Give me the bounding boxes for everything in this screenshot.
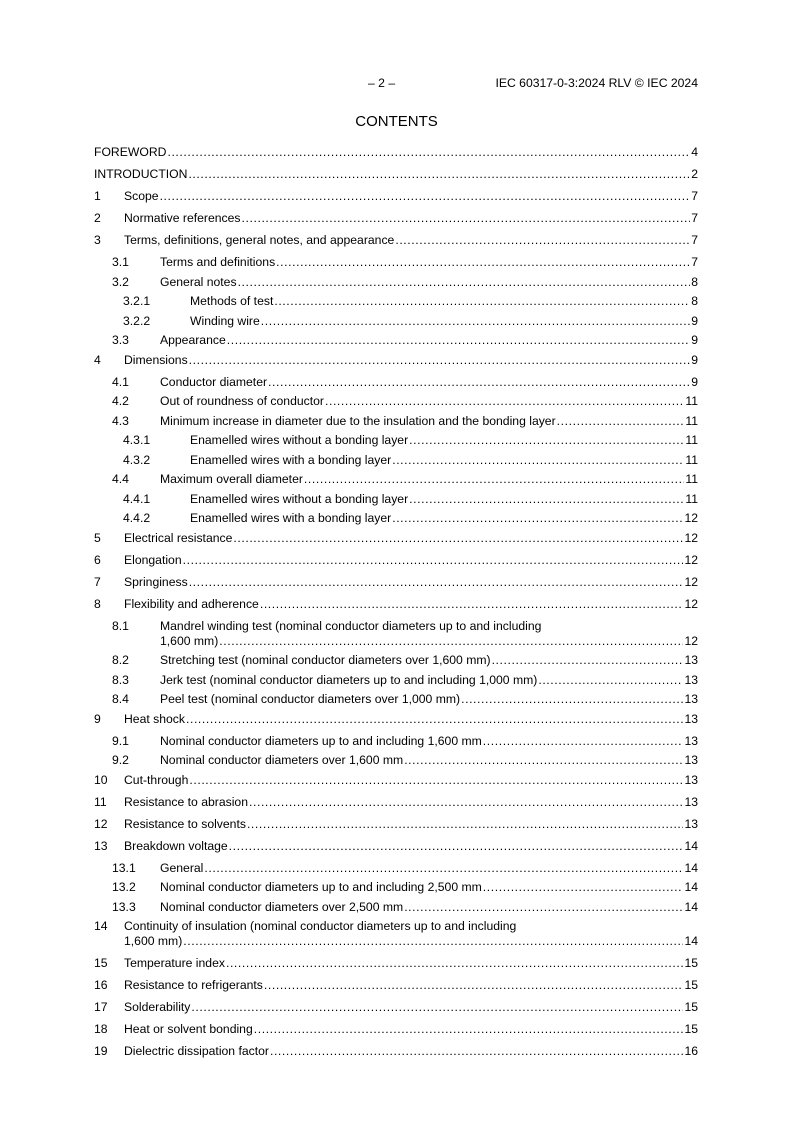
- dot-leader: [395, 233, 690, 248]
- toc-entry-page: 15: [684, 1000, 698, 1014]
- toc-entry-title: Solderability: [124, 1000, 191, 1014]
- toc-entry-page: 8: [691, 294, 698, 308]
- toc-entry-title: Resistance to refrigerants: [124, 978, 263, 992]
- toc-entry[interactable]: [94, 189, 698, 204]
- toc-entry-page: 13: [684, 772, 698, 787]
- toc-entry[interactable]: [94, 861, 698, 876]
- toc-entry-number: 3.1: [112, 255, 129, 269]
- dot-leader: [233, 531, 683, 546]
- toc-entry-page: 12: [684, 530, 698, 545]
- toc-entry-title: Continuity of insulation (nominal conductor diameters up to and including: [124, 919, 517, 933]
- toc-entry-number: 3.2.1: [123, 294, 151, 308]
- toc-entry[interactable]: [94, 839, 698, 854]
- dot-leader: [274, 294, 690, 309]
- toc-entry-page: 7: [691, 189, 698, 203]
- toc-entry-number: 8.4: [112, 692, 129, 706]
- toc-entry[interactable]: [94, 553, 698, 568]
- toc-entry-number: 13: [94, 838, 108, 853]
- dot-leader: [191, 1000, 683, 1015]
- toc-entry-title: Heat or solvent bonding: [124, 1022, 253, 1036]
- toc-entry-number: 14: [94, 919, 108, 933]
- dot-leader: [249, 795, 683, 810]
- dot-leader: [276, 255, 690, 270]
- toc-entry-number: 18: [94, 1022, 108, 1036]
- toc-entry[interactable]: [94, 734, 698, 749]
- toc-entry-number: 11: [94, 794, 107, 809]
- toc-entry-number: 5: [94, 530, 101, 545]
- toc-entry-title: Resistance to abrasion: [124, 794, 248, 809]
- toc-entry-page: 13: [684, 816, 698, 831]
- toc-entry[interactable]: [94, 511, 698, 526]
- toc-entry-title: Terms, definitions, general notes, and appearance: [124, 233, 395, 247]
- toc-entry-number: 4.4.2: [123, 511, 151, 525]
- toc-entry-page: 12: [684, 511, 698, 525]
- toc-entry-title: Nominal conductor diameters over 2,500 mm: [160, 899, 404, 914]
- toc-entry-number: 1: [94, 189, 101, 203]
- dot-leader: [461, 692, 683, 707]
- toc-entry[interactable]: [94, 145, 698, 160]
- toc-entry-number: 8.3: [112, 672, 129, 687]
- toc-entry-page: 11: [685, 413, 698, 428]
- toc-entry[interactable]: [94, 1044, 698, 1059]
- toc-entry-number: 3.2.2: [123, 313, 151, 328]
- toc-entry-title: Temperature index: [124, 956, 225, 970]
- toc-entry-number: 9.1: [112, 733, 129, 748]
- toc-entry-title: Enamelled wires with a bonding layer: [190, 511, 392, 525]
- toc-entry-title: Minimum increase in diameter due to the insulation and the bonding layer: [160, 413, 556, 428]
- toc-entry[interactable]: [94, 712, 698, 727]
- toc-entry-page: 12: [684, 552, 698, 567]
- toc-entry-page: 2: [691, 167, 698, 181]
- toc-entry-number: 9: [94, 711, 101, 726]
- toc-entry[interactable]: [94, 211, 698, 226]
- dot-leader: [268, 375, 690, 390]
- toc-entry-title: Normative references: [124, 211, 241, 225]
- toc-entry-title: Scope: [124, 189, 159, 203]
- toc-entry-title: Enamelled wires without a bonding layer: [190, 491, 409, 506]
- toc-entry-title: Stretching test (nominal conductor diameters over 1,600 mm): [160, 653, 491, 667]
- toc-entry-number: 9.2: [112, 753, 129, 767]
- toc-entry-page: 15: [684, 956, 698, 970]
- dot-leader: [483, 734, 684, 749]
- dot-leader: [247, 817, 684, 832]
- dot-leader: [189, 773, 683, 788]
- dot-leader: [404, 900, 683, 915]
- dot-leader: [183, 553, 684, 568]
- toc-entry-number: 3.2: [112, 274, 129, 289]
- toc-entry-page: 11: [685, 491, 698, 506]
- toc-entry-title: Breakdown voltage: [124, 838, 228, 853]
- dot-leader: [183, 934, 683, 949]
- toc-entry[interactable]: [94, 433, 698, 448]
- toc-entry-number: 3: [94, 233, 101, 247]
- dot-leader: [219, 634, 683, 649]
- dot-leader: [538, 673, 683, 688]
- toc-entry-number: 7: [94, 574, 101, 589]
- toc-entry-number: 4.3.1: [123, 433, 151, 447]
- toc-entry-number: 4: [94, 352, 101, 367]
- toc-entry[interactable]: [94, 795, 698, 810]
- dot-leader: [229, 839, 684, 854]
- toc-entry-page: 11: [685, 433, 698, 447]
- dot-leader: [261, 314, 690, 329]
- toc-entry[interactable]: [94, 1000, 698, 1015]
- toc-entry-title: Dimensions: [124, 352, 188, 367]
- toc-entry-title: INTRODUCTION: [94, 167, 188, 181]
- toc-entry[interactable]: [94, 492, 698, 507]
- toc-entry[interactable]: [94, 900, 698, 915]
- toc-entry-title: Nominal conductor diameters up to and including 1,600 mm: [160, 733, 482, 748]
- toc-entry[interactable]: [94, 531, 698, 546]
- dot-leader: [186, 712, 683, 727]
- toc-entry-title: Elongation: [124, 552, 182, 567]
- toc-entry-number: 13.1: [112, 860, 136, 875]
- toc-entry-number: 8.1: [112, 618, 129, 633]
- contents-title: CONTENTS: [355, 113, 438, 130]
- dot-leader: [483, 880, 684, 895]
- toc-entry-page: 15: [684, 978, 698, 992]
- toc-entry-page: 4: [691, 145, 698, 159]
- dot-leader: [325, 394, 684, 409]
- toc-entry-page: 12: [684, 633, 698, 648]
- toc-entry-number: 8: [94, 596, 101, 611]
- toc-entry-page: 12: [684, 574, 698, 589]
- dot-leader: [492, 653, 684, 668]
- dot-leader: [189, 353, 691, 368]
- toc-entry[interactable]: [94, 233, 698, 248]
- dot-leader: [204, 861, 683, 876]
- toc-entry-title: Conductor diameter: [160, 374, 268, 389]
- toc-entry-page: 11: [685, 394, 698, 408]
- page-number: – 2 –: [368, 76, 396, 90]
- toc-entry-title: Terms and definitions: [160, 255, 276, 269]
- toc-entry-number: 4.3.2: [123, 452, 151, 467]
- toc-entry-page: 13: [684, 753, 698, 767]
- dot-leader: [392, 511, 683, 526]
- toc-entry-page: 7: [691, 211, 698, 225]
- toc-entry[interactable]: [94, 453, 698, 468]
- dot-leader: [226, 956, 683, 971]
- dot-leader: [242, 211, 691, 226]
- toc-entry-title: Peel test (nominal conductor diameters over 1,000 mm): [160, 692, 461, 706]
- toc-entry-title: General: [160, 860, 204, 875]
- toc-entry-title: Cut-through: [124, 772, 189, 787]
- toc-entry-page: 16: [684, 1044, 698, 1058]
- dot-leader: [167, 145, 690, 160]
- toc-entry-page: 13: [684, 653, 698, 667]
- toc-entry[interactable]: [94, 255, 698, 270]
- dot-leader: [557, 414, 685, 429]
- toc-entry-title: Nominal conductor diameters up to and including 2,500 mm: [160, 880, 482, 894]
- toc-entry-number: 6: [94, 552, 101, 567]
- standard-reference: IEC 60317-0-3:2024 RLV © IEC 2024: [495, 76, 698, 90]
- toc-entry-page: 13: [684, 711, 698, 726]
- toc-entry-title: Enamelled wires with a bonding layer: [190, 452, 392, 467]
- toc-entry[interactable]: [94, 414, 698, 429]
- toc-entry-page: 14: [684, 880, 698, 894]
- toc-entry[interactable]: [94, 314, 698, 329]
- toc-entry-number: 19: [94, 1044, 108, 1058]
- toc-entry-page: 7: [691, 233, 698, 247]
- toc-entry-page: 9: [691, 333, 698, 347]
- toc-entry[interactable]: [94, 394, 698, 409]
- toc-entry-title: Appearance: [160, 333, 226, 347]
- toc-entry-page: 14: [684, 934, 698, 948]
- toc-entry-number: 4.4: [112, 472, 129, 486]
- toc-entry-title: Springiness: [124, 574, 188, 589]
- toc-entry-number: 4.1: [112, 374, 129, 389]
- dot-leader: [270, 1044, 683, 1059]
- toc-entry-page: 14: [684, 860, 698, 875]
- toc-entry[interactable]: [94, 472, 698, 487]
- toc-entry[interactable]: [94, 919, 698, 949]
- toc-entry-page: 13: [684, 794, 698, 809]
- toc-entry-number: 4.4.1: [123, 491, 151, 506]
- toc-entry[interactable]: [94, 956, 698, 971]
- toc-entry-title: Electrical resistance: [124, 530, 233, 545]
- toc-entry[interactable]: [94, 575, 698, 590]
- toc-entry-title: Dielectric dissipation factor: [124, 1044, 269, 1058]
- toc-entry-number: 8.2: [112, 653, 129, 667]
- toc-entry[interactable]: [94, 753, 698, 768]
- toc-entry[interactable]: [94, 653, 698, 668]
- dot-leader: [304, 472, 684, 487]
- toc-entry[interactable]: [94, 167, 698, 182]
- toc-entry-title: Winding wire: [190, 313, 260, 328]
- dot-leader: [409, 492, 684, 507]
- toc-entry-number: 16: [94, 978, 108, 992]
- toc-entry[interactable]: [94, 673, 698, 688]
- toc-entry[interactable]: [94, 333, 698, 348]
- toc-entry-number: 4.3: [112, 413, 129, 428]
- toc-entry-page: 13: [684, 692, 698, 706]
- dot-leader: [404, 753, 683, 768]
- toc-entry-title: Flexibility and adherence: [124, 596, 259, 611]
- toc-entry-page: 11: [685, 472, 698, 486]
- toc-entry-title: General notes: [160, 274, 237, 289]
- dot-leader: [160, 189, 691, 204]
- dot-leader: [409, 433, 684, 448]
- toc-entry-number: 17: [94, 1000, 108, 1014]
- toc-entry-title: Heat shock: [124, 711, 185, 726]
- toc-entry[interactable]: [94, 692, 698, 707]
- toc-entry-number: 12: [94, 816, 108, 831]
- toc-entry[interactable]: [94, 1022, 698, 1037]
- toc-entry-page: 7: [691, 255, 698, 269]
- dot-leader: [264, 978, 684, 993]
- toc-entry-page: 9: [691, 313, 698, 328]
- toc-entry[interactable]: [94, 294, 698, 309]
- dot-leader: [238, 275, 691, 290]
- toc-entry[interactable]: [94, 880, 698, 895]
- toc-entry-title: Out of roundness of conductor: [160, 394, 324, 408]
- toc-entry[interactable]: [94, 375, 698, 390]
- toc-entry-title-continuation: 1,600 mm): [160, 633, 219, 648]
- dot-leader: [254, 1022, 684, 1037]
- toc-entry-title: Enamelled wires without a bonding layer: [190, 433, 409, 447]
- toc-entry[interactable]: [94, 597, 698, 612]
- toc-entry-number: 13.3: [112, 899, 136, 914]
- toc-entry-number: 15: [94, 956, 108, 970]
- dot-leader: [392, 453, 684, 468]
- toc-entry-page: 13: [684, 733, 698, 748]
- toc-entry-title: FOREWORD: [94, 145, 167, 159]
- toc-entry-title: Mandrel winding test (nominal conductor diameters up to and including: [160, 618, 542, 633]
- toc-entry-title: Resistance to solvents: [124, 816, 246, 831]
- toc-entry-title-continuation: 1,600 mm): [124, 934, 183, 948]
- toc-entry-number: 4.2: [112, 394, 129, 408]
- toc-entry-title: Methods of test: [190, 294, 274, 308]
- toc-entry[interactable]: [94, 353, 698, 368]
- dot-leader: [188, 167, 690, 182]
- toc-entry-page: 9: [691, 352, 698, 367]
- toc-entry-page: 13: [684, 672, 698, 687]
- toc-entry-page: 15: [684, 1022, 698, 1036]
- toc-entry-page: 8: [691, 274, 698, 289]
- toc-entry-page: 14: [684, 899, 698, 914]
- toc-entry-title: Nominal conductor diameters over 1,600 mm: [160, 753, 404, 767]
- toc-entry-number: 3.3: [112, 333, 129, 347]
- dot-leader: [189, 575, 684, 590]
- toc-entry[interactable]: [94, 773, 698, 788]
- dot-leader: [260, 597, 684, 612]
- toc-entry[interactable]: [94, 817, 698, 832]
- toc-entry-number: 2: [94, 211, 101, 225]
- toc-entry-page: 9: [691, 374, 698, 389]
- toc-entry-title: Jerk test (nominal conductor diameters up to and including 1,000 mm): [160, 672, 538, 687]
- toc-entry-page: 12: [684, 596, 698, 611]
- toc-entry-title: Maximum overall diameter: [160, 472, 303, 486]
- toc-entry[interactable]: [94, 619, 698, 649]
- toc-entry[interactable]: [94, 275, 698, 290]
- toc-entry-page: 14: [684, 838, 698, 853]
- toc-entry[interactable]: [94, 978, 698, 993]
- toc-entry-number: 13.2: [112, 880, 136, 894]
- toc-entry-number: 10: [94, 772, 108, 787]
- dot-leader: [227, 333, 690, 348]
- toc-entry-page: 11: [685, 452, 698, 467]
